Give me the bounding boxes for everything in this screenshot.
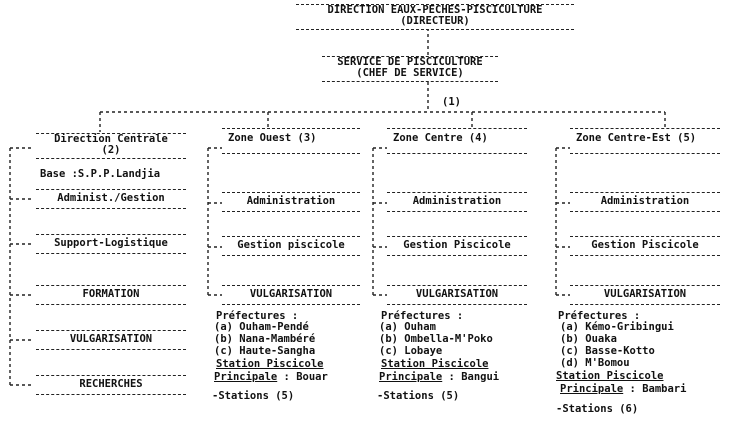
central-unit-extension: VULGARISATION	[36, 330, 186, 350]
central-base: Base :S.P.P.Landjia	[40, 168, 161, 180]
zone-centre-est-box: Zone Centre-Est (5)	[570, 128, 720, 154]
zone-centre-stations: -Stations (5)	[377, 390, 460, 402]
zone-centre-est-principale-label: Principale	[560, 383, 624, 395]
directorate-box	[296, 4, 574, 30]
zone-ouest-prefecture: (a) Ouham-Pendé	[214, 321, 309, 333]
zone-ouest-prefecture: (c) Haute-Sangha	[214, 345, 316, 357]
zone-ouest-box: Zone Ouest (3)	[222, 128, 360, 154]
directorate-role: (DIRECTEUR)	[400, 15, 470, 27]
zone-centre-est-prefecture: (b) Ouaka	[560, 333, 617, 345]
branch-note: (1)	[442, 96, 461, 108]
zone-centre-prefecture: (b) Ombella-M'Poko	[379, 333, 493, 345]
service-box	[322, 56, 498, 82]
zone-ouest-station-label: Station Piscicole	[216, 358, 324, 370]
zone-centre-box: Zone Centre (4)	[387, 128, 527, 154]
zone-centre-est-gestion: Gestion Piscicole	[570, 236, 720, 256]
zone-centre-est-stations: -Stations (6)	[556, 403, 639, 415]
zone-centre-est-station-label: Station Piscicole	[556, 370, 664, 382]
central-unit-logistics: Support-Logistique	[36, 234, 186, 254]
zone-centre-principale	[379, 372, 499, 383]
zone-ouest-gestion: Gestion piscicole	[222, 236, 360, 256]
central-note: (2)	[101, 144, 121, 156]
service-role: (CHEF DE SERVICE)	[356, 67, 464, 79]
zone-centre-station-label: Station Piscicole	[381, 358, 489, 370]
zone-centre-prefecture: (c) Lobaye	[379, 345, 443, 357]
central-unit-admin: Administ./Gestion	[36, 189, 186, 209]
zone-ouest-extension: VULGARISATION	[222, 285, 360, 305]
zone-centre-est-extension: VULGARISATION	[570, 285, 720, 305]
directorate-title: DIRECTION EAUX-PECHES-PISCICULTURE	[327, 4, 543, 16]
central-unit-training: FORMATION	[36, 285, 186, 305]
central-title: Direction Centrale	[54, 133, 168, 145]
zone-centre-est-admin: Administration	[570, 192, 720, 212]
zone-centre-est-prefecture: (c) Basse-Kotto	[560, 345, 655, 357]
zone-centre-prefectures-label: Préfectures :	[381, 310, 464, 322]
zone-centre-gestion: Gestion Piscicole	[387, 236, 527, 256]
zone-centre-est-prefecture: (d) M'Bomou	[560, 357, 630, 369]
zone-ouest-principale-label: Principale	[214, 371, 278, 383]
zone-ouest-principale-value: : Bouar	[283, 371, 328, 383]
zone-ouest-prefecture: (b) Nana-Mambéré	[214, 333, 316, 345]
zone-centre-principale-value: : Bangui	[448, 371, 500, 383]
zone-ouest-stations: -Stations (5)	[212, 390, 295, 402]
central-direction-box	[36, 133, 186, 159]
zone-centre-est-principale	[560, 384, 686, 395]
zone-centre-est-prefectures-label: Préfectures :	[558, 310, 641, 322]
central-unit-research: RECHERCHES	[36, 375, 186, 395]
zone-centre-principale-label: Principale	[379, 371, 443, 383]
zone-ouest-prefectures-label: Préfectures :	[216, 310, 299, 322]
service-title: SERVICE DE PISCICULTURE	[337, 56, 483, 68]
zone-ouest-principale	[214, 372, 328, 383]
zone-ouest-admin: Administration	[222, 192, 360, 212]
zone-centre-est-principale-value: : Bambari	[629, 383, 687, 395]
zone-centre-extension: VULGARISATION	[387, 285, 527, 305]
zone-centre-est-prefecture: (a) Kémo-Gribingui	[560, 321, 674, 333]
zone-centre-admin: Administration	[387, 192, 527, 212]
zone-centre-prefecture: (a) Ouham	[379, 321, 436, 333]
